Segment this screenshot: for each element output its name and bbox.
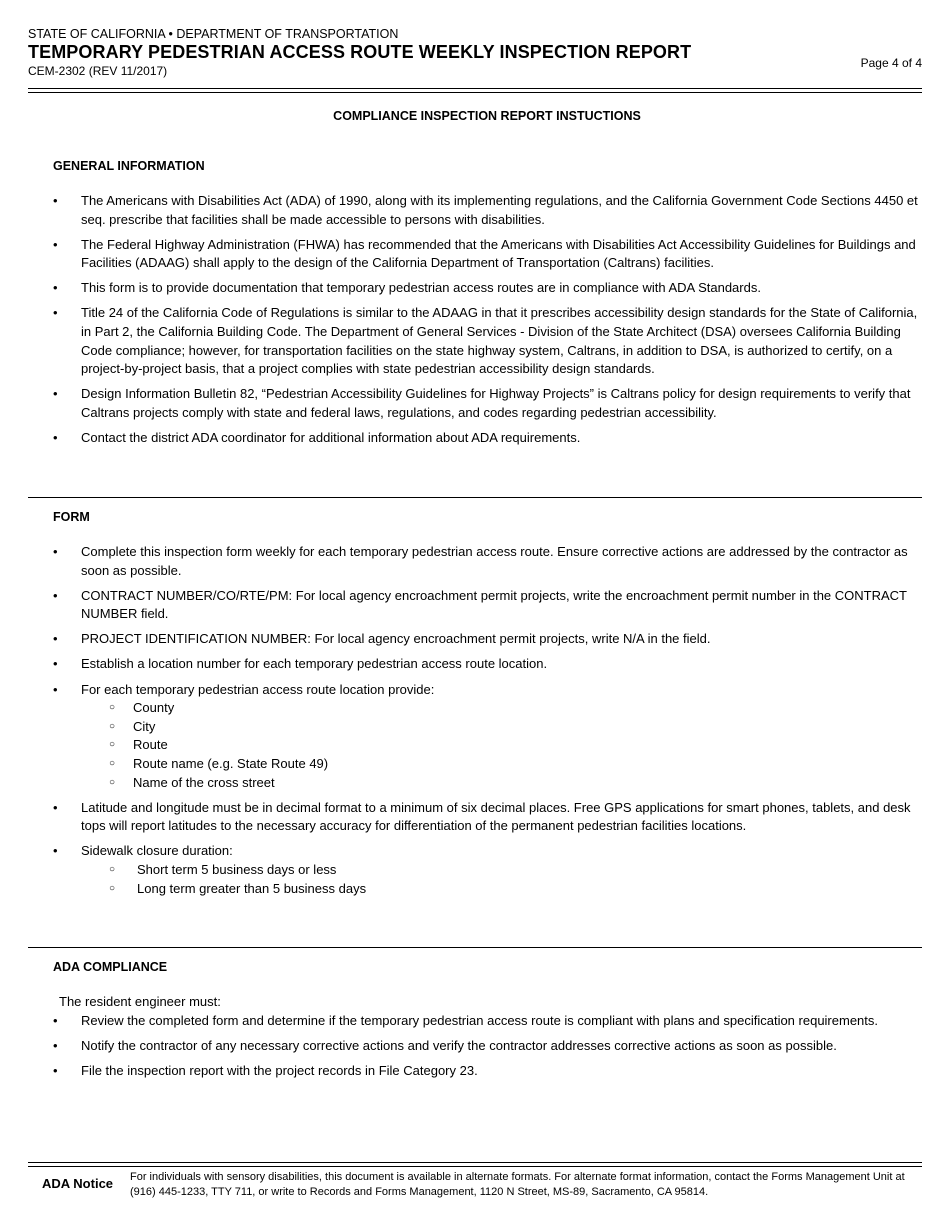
section-divider bbox=[28, 497, 922, 498]
form-title: TEMPORARY PEDESTRIAN ACCESS ROUTE WEEKLY INSPECTION REPORT bbox=[28, 42, 692, 62]
list-item: • Establish a location number for each temporary pedestrian access route location. bbox=[53, 655, 922, 674]
ada-intro: The resident engineer must: bbox=[59, 994, 221, 1009]
list-item: • PROJECT IDENTIFICATION NUMBER: For local agency encroachment permit projects, write N/A in the field. bbox=[53, 630, 922, 649]
list-item: • Contact the district ADA coordinator for additional information about ADA requirements. bbox=[53, 429, 922, 448]
sub-item: ○ Route name (e.g. State Route 49) bbox=[109, 755, 922, 774]
footer-divider bbox=[28, 1162, 922, 1167]
location-sublist bbox=[81, 699, 922, 792]
list-item: • File the inspection report with the project records in File Category 23. bbox=[53, 1062, 922, 1081]
list-item-location bbox=[53, 681, 922, 793]
list-item: • Complete this inspection form weekly for each temporary pedestrian access route. Ensure corrective actions are addressed by the contractor as soon as possible. bbox=[53, 543, 922, 580]
list-item: • Design Information Bulletin 82, “Pedestrian Accessibility Guidelines for Highway Projects” is Caltrans policy for design requirements to verify that Caltrans projects comply with state and federal laws, regulations, and codes regarding pedestrian accessibility. bbox=[53, 385, 922, 422]
section-divider bbox=[28, 947, 922, 948]
sub-item: ○ Short term 5 business days or less bbox=[109, 861, 922, 880]
header-divider bbox=[28, 88, 922, 93]
ada-notice-text: For individuals with sensory disabilities, this document is available in alternate formats. For alternate format information, contact the Forms Management Unit at (916) 445-1233, TTY 711, or write to Records and Forms Management, 1120 N Street, MS-89, Sacramento, CA 95814. bbox=[130, 1171, 905, 1198]
sub-item: ○ County bbox=[109, 699, 922, 718]
agency-line: STATE OF CALIFORNIA • DEPARTMENT OF TRANSPORTATION bbox=[28, 27, 399, 41]
sub-item: ○ City bbox=[109, 718, 922, 737]
list-item: • This form is to provide documentation that temporary pedestrian access routes are in compliance with ADA Standards. bbox=[53, 279, 922, 298]
ada-compliance-list bbox=[53, 1012, 922, 1087]
list-item: • Review the completed form and determine if the temporary pedestrian access route is compliant with plans and specification requirements. bbox=[53, 1012, 922, 1031]
sub-item: ○ Long term greater than 5 business days bbox=[109, 880, 922, 899]
list-item: • The Americans with Disabilities Act (ADA) of 1990, along with its implementing regulations, and the California Government Code Sections 4450 et seq. prescribe that facilities shall be made accessible to persons with disabilities. bbox=[53, 192, 922, 229]
list-item: • The Federal Highway Administration (FHWA) has recommended that the Americans with Disabilities Act Accessibility Guidelines for Buildings and Facilities (ADAAG) shall apply to the design of the California Department of Transportation (Caltrans) facilities. bbox=[53, 236, 922, 273]
list-item: • Notify the contractor of any necessary corrective actions and verify the contractor addresses corrective actions as soon as possible. bbox=[53, 1037, 922, 1056]
form-number: CEM-2302 (REV 11/2017) bbox=[28, 64, 168, 78]
ada-notice-label: ADA Notice bbox=[42, 1176, 114, 1191]
list-item: • Title 24 of the California Code of Regulations is similar to the ADAAG in that it prescribes accessibility design standards for the State of California, in Part 2, the California Building Code. The Department of General Services - Division of the State Architect (DSA) oversees California Building Code compliance; however, for transportation facilities on the state highway system, Caltrans, in addition to DSA, is authorized to certify, on a project-by-project basis, that a project complies with state pedestrian accessibility design standards. bbox=[53, 304, 922, 378]
form-list bbox=[53, 543, 922, 905]
form-heading: FORM bbox=[53, 510, 90, 524]
list-item: • Latitude and longitude must be in decimal format to a minimum of six decimal places. Free GPS applications for smart phones, tablets, and desk tops will report latitudes to the necessary accuracy for differentiation of the permanent pedestrian facilities locations. bbox=[53, 799, 922, 836]
page-title: COMPLIANCE INSPECTION REPORT INSTUCTIONS bbox=[333, 109, 641, 123]
sub-item: ○ Name of the cross street bbox=[109, 774, 922, 793]
list-item: • CONTRACT NUMBER/CO/RTE/PM: For local agency encroachment permit projects, write the encroachment permit number in the CONTRACT NUMBER field. bbox=[53, 587, 922, 624]
sub-item: ○ Route bbox=[109, 736, 922, 755]
list-item-duration bbox=[53, 842, 922, 898]
general-information-heading: GENERAL INFORMATION bbox=[53, 159, 205, 173]
ada-compliance-heading: ADA COMPLIANCE bbox=[53, 960, 168, 974]
duration-sublist bbox=[81, 861, 922, 898]
list-item-text: For each temporary pedestrian access route location provide: bbox=[81, 681, 435, 697]
page-number: Page 4 of 4 bbox=[860, 56, 922, 70]
list-item-text: Sidewalk closure duration: bbox=[81, 843, 233, 859]
general-information-list bbox=[53, 192, 922, 454]
